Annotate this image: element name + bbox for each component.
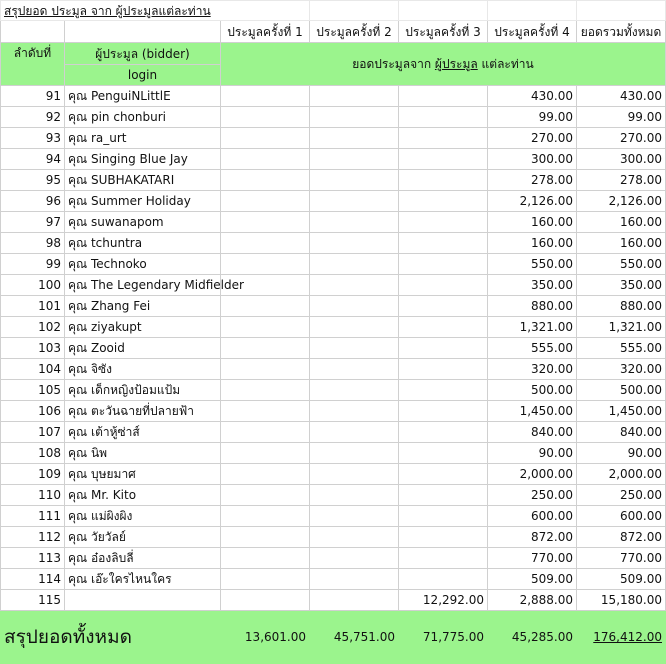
cell-r1[interactable] bbox=[221, 128, 310, 149]
cell-name[interactable]: คุณ นิพ bbox=[65, 443, 221, 464]
table-row bbox=[1, 191, 666, 212]
cell-total[interactable]: 160.00 bbox=[577, 212, 666, 233]
table-row bbox=[1, 443, 666, 464]
cell-r3[interactable] bbox=[399, 191, 488, 212]
cell-name[interactable]: คุณ บุษยมาศ bbox=[65, 464, 221, 485]
cell-seq[interactable]: 95 bbox=[1, 170, 65, 191]
table-row bbox=[1, 107, 666, 128]
cell-total[interactable]: 430.00 bbox=[577, 86, 666, 107]
table-row bbox=[1, 86, 666, 107]
cell-r2[interactable] bbox=[310, 107, 399, 128]
cell-r1[interactable] bbox=[221, 401, 310, 422]
cell-name[interactable]: คุณ Mr. Kito bbox=[65, 485, 221, 506]
table-row bbox=[1, 254, 666, 275]
cell-name[interactable]: คุณ Zooid bbox=[65, 338, 221, 359]
cell-r4[interactable]: 160.00 bbox=[488, 233, 577, 254]
cell-r3[interactable]: 12,292.00 bbox=[399, 590, 488, 611]
summary-r3[interactable]: 71,775.00 bbox=[399, 611, 488, 664]
cell-r3[interactable] bbox=[399, 107, 488, 128]
cell-name[interactable]: คุณ ra_urt bbox=[65, 128, 221, 149]
group-header-link: ผู้ประมูล bbox=[434, 57, 478, 71]
cell-r2[interactable] bbox=[310, 359, 399, 380]
cell-total[interactable]: 250.00 bbox=[577, 485, 666, 506]
cell-r2[interactable] bbox=[310, 401, 399, 422]
cell-r1[interactable] bbox=[221, 548, 310, 569]
cell-r2[interactable] bbox=[310, 380, 399, 401]
cell-r2[interactable] bbox=[310, 254, 399, 275]
cell-r4[interactable]: 2,888.00 bbox=[488, 590, 577, 611]
cell-seq[interactable]: 98 bbox=[1, 233, 65, 254]
table-row bbox=[1, 485, 666, 506]
table-row bbox=[1, 401, 666, 422]
table-row bbox=[1, 506, 666, 527]
cell-r3[interactable] bbox=[399, 128, 488, 149]
cell-r3[interactable] bbox=[399, 569, 488, 590]
table-row bbox=[1, 149, 666, 170]
cell-r2[interactable] bbox=[310, 569, 399, 590]
cell-r2[interactable] bbox=[310, 86, 399, 107]
cell-total[interactable]: 600.00 bbox=[577, 506, 666, 527]
cell-r1[interactable] bbox=[221, 359, 310, 380]
cell-total[interactable]: 278.00 bbox=[577, 170, 666, 191]
cell-total[interactable]: 880.00 bbox=[577, 296, 666, 317]
cell-name[interactable]: คุณ suwanapom bbox=[65, 212, 221, 233]
table-row bbox=[1, 275, 666, 296]
cell-seq[interactable]: 101 bbox=[1, 296, 65, 317]
col-header-total[interactable]: ยอดรวมทั้งหมด bbox=[577, 21, 666, 43]
cell-name[interactable]: คุณ PenguiNLittlE bbox=[65, 86, 221, 107]
table-row bbox=[1, 338, 666, 359]
cell-r4[interactable]: 770.00 bbox=[488, 548, 577, 569]
cell-r2[interactable] bbox=[310, 422, 399, 443]
cell-total[interactable]: 99.00 bbox=[577, 107, 666, 128]
cell-r1[interactable] bbox=[221, 170, 310, 191]
cell-seq[interactable]: 92 bbox=[1, 107, 65, 128]
cell-name[interactable]: คุณ Technoko bbox=[65, 254, 221, 275]
table-row bbox=[1, 233, 666, 254]
cell-r3[interactable] bbox=[399, 359, 488, 380]
col-header-round3[interactable]: ประมูลครั้งที่ 3 bbox=[399, 21, 488, 43]
cell-r2[interactable] bbox=[310, 149, 399, 170]
cell-total[interactable]: 320.00 bbox=[577, 359, 666, 380]
cell-name[interactable]: คุณ pin chonburi bbox=[65, 107, 221, 128]
cell-r2[interactable] bbox=[310, 296, 399, 317]
cell-r3[interactable] bbox=[399, 275, 488, 296]
cell-r3[interactable] bbox=[399, 527, 488, 548]
cell-r3[interactable] bbox=[399, 86, 488, 107]
table-row bbox=[1, 590, 666, 611]
cell-r1[interactable] bbox=[221, 422, 310, 443]
cell-seq[interactable]: 106 bbox=[1, 401, 65, 422]
summary-row bbox=[1, 611, 666, 664]
cell-r4[interactable]: 2,126.00 bbox=[488, 191, 577, 212]
cell-name[interactable]: คุณ Summer Holiday bbox=[65, 191, 221, 212]
cell-r4[interactable]: 1,450.00 bbox=[488, 401, 577, 422]
cell-name[interactable]: คุณ วัยวัลย์ bbox=[65, 527, 221, 548]
cell-r1[interactable] bbox=[221, 317, 310, 338]
cell-total[interactable]: 270.00 bbox=[577, 128, 666, 149]
cell-r4[interactable]: 270.00 bbox=[488, 128, 577, 149]
cell-r1[interactable] bbox=[221, 191, 310, 212]
cell-r2[interactable] bbox=[310, 464, 399, 485]
group-header[interactable] bbox=[221, 43, 666, 86]
cell-r4[interactable]: 509.00 bbox=[488, 569, 577, 590]
table-row bbox=[1, 170, 666, 191]
group-header-suffix: แต่ละท่าน bbox=[477, 57, 534, 71]
sheet-title[interactable]: สรุปยอด ประมูล จาก ผู้ประมูลแต่ละท่าน bbox=[1, 1, 310, 21]
cell-r4[interactable]: 500.00 bbox=[488, 380, 577, 401]
bidder-header-line1[interactable]: ผู้ประมูล (bidder) bbox=[65, 43, 221, 65]
cell-seq[interactable]: 93 bbox=[1, 128, 65, 149]
cell-name[interactable]: คุณ The Legendary Midfielder bbox=[65, 275, 221, 296]
cell-r3[interactable] bbox=[399, 212, 488, 233]
cell-seq[interactable]: 113 bbox=[1, 548, 65, 569]
cell-seq[interactable]: 114 bbox=[1, 569, 65, 590]
cell-seq[interactable]: 115 bbox=[1, 590, 65, 611]
cell-seq[interactable]: 105 bbox=[1, 380, 65, 401]
cell-total[interactable]: 500.00 bbox=[577, 380, 666, 401]
table-row bbox=[1, 212, 666, 233]
cell-seq[interactable]: 111 bbox=[1, 506, 65, 527]
cell-total[interactable]: 300.00 bbox=[577, 149, 666, 170]
cell-r4[interactable]: 300.00 bbox=[488, 149, 577, 170]
cell-name[interactable]: คุณ ตะวันฉายที่ปลายฟ้า bbox=[65, 401, 221, 422]
cell-r3[interactable] bbox=[399, 401, 488, 422]
cell-name[interactable]: คุณ แม่ผิงผิง bbox=[65, 506, 221, 527]
table-row bbox=[1, 527, 666, 548]
cell-seq[interactable]: 102 bbox=[1, 317, 65, 338]
cell-total[interactable]: 550.00 bbox=[577, 254, 666, 275]
table-row bbox=[1, 128, 666, 149]
cell-r3[interactable] bbox=[399, 464, 488, 485]
cell-name[interactable]: คุณ SUBHAKATARI bbox=[65, 170, 221, 191]
cell-r2[interactable] bbox=[310, 233, 399, 254]
cell-r4[interactable]: 90.00 bbox=[488, 443, 577, 464]
cell-r2[interactable] bbox=[310, 485, 399, 506]
table-row bbox=[1, 464, 666, 485]
cell-r1[interactable] bbox=[221, 527, 310, 548]
cell-r4[interactable]: 872.00 bbox=[488, 527, 577, 548]
cell-name[interactable] bbox=[65, 590, 221, 611]
cell-r1[interactable] bbox=[221, 212, 310, 233]
cell-r4[interactable]: 350.00 bbox=[488, 275, 577, 296]
col-header-round2[interactable]: ประมูลครั้งที่ 2 bbox=[310, 21, 399, 43]
cell-r2[interactable] bbox=[310, 317, 399, 338]
cell-seq[interactable]: 107 bbox=[1, 422, 65, 443]
cell-seq[interactable]: 108 bbox=[1, 443, 65, 464]
cell-r4[interactable]: 2,000.00 bbox=[488, 464, 577, 485]
cell-r4[interactable]: 600.00 bbox=[488, 506, 577, 527]
cell-r1[interactable] bbox=[221, 590, 310, 611]
cell-seq[interactable]: 109 bbox=[1, 464, 65, 485]
cell-r4[interactable]: 320.00 bbox=[488, 359, 577, 380]
cell-r3[interactable] bbox=[399, 506, 488, 527]
cell-seq[interactable]: 99 bbox=[1, 254, 65, 275]
cell-r3[interactable] bbox=[399, 422, 488, 443]
cell-r1[interactable] bbox=[221, 464, 310, 485]
cell-r4[interactable]: 278.00 bbox=[488, 170, 577, 191]
cell-r1[interactable] bbox=[221, 86, 310, 107]
cell-r2[interactable] bbox=[310, 170, 399, 191]
cell-r4[interactable]: 250.00 bbox=[488, 485, 577, 506]
cell-r3[interactable] bbox=[399, 380, 488, 401]
cell-total[interactable]: 770.00 bbox=[577, 548, 666, 569]
cell-r4[interactable]: 550.00 bbox=[488, 254, 577, 275]
cell-r1[interactable] bbox=[221, 443, 310, 464]
cell-total[interactable]: 350.00 bbox=[577, 275, 666, 296]
cell-r4[interactable]: 555.00 bbox=[488, 338, 577, 359]
cell-total[interactable]: 840.00 bbox=[577, 422, 666, 443]
cell-name[interactable]: คุณ Singing Blue Jay bbox=[65, 149, 221, 170]
cell-name[interactable]: คุณ จิซัง bbox=[65, 359, 221, 380]
cell-r1[interactable] bbox=[221, 149, 310, 170]
table-row bbox=[1, 380, 666, 401]
cell-r2[interactable] bbox=[310, 128, 399, 149]
cell-seq[interactable]: 97 bbox=[1, 212, 65, 233]
table-row bbox=[1, 296, 666, 317]
cell-r2[interactable] bbox=[310, 275, 399, 296]
cell-r1[interactable] bbox=[221, 254, 310, 275]
seq-header[interactable]: ลำดับที่ bbox=[1, 43, 65, 86]
cell-seq[interactable]: 100 bbox=[1, 275, 65, 296]
cell-seq[interactable]: 112 bbox=[1, 527, 65, 548]
summary-total[interactable]: 176,412.00 bbox=[577, 611, 666, 664]
cell-total[interactable]: 15,180.00 bbox=[577, 590, 666, 611]
cell-r2[interactable] bbox=[310, 338, 399, 359]
cell-r4[interactable]: 880.00 bbox=[488, 296, 577, 317]
summary-r1[interactable]: 13,601.00 bbox=[221, 611, 310, 664]
cell-r2[interactable] bbox=[310, 506, 399, 527]
cell-seq[interactable]: 91 bbox=[1, 86, 65, 107]
cell-total[interactable]: 1,450.00 bbox=[577, 401, 666, 422]
cell-r1[interactable] bbox=[221, 233, 310, 254]
table-row bbox=[1, 569, 666, 590]
cell-r3[interactable] bbox=[399, 296, 488, 317]
cell-total[interactable]: 160.00 bbox=[577, 233, 666, 254]
cell-name[interactable]: คุณ ziyakupt bbox=[65, 317, 221, 338]
cell-r2[interactable] bbox=[310, 191, 399, 212]
col-header-round4[interactable]: ประมูลครั้งที่ 4 bbox=[488, 21, 577, 43]
cell-total[interactable]: 2,000.00 bbox=[577, 464, 666, 485]
table-row bbox=[1, 422, 666, 443]
summary-r2[interactable]: 45,751.00 bbox=[310, 611, 399, 664]
cell-r3[interactable] bbox=[399, 338, 488, 359]
cell-r3[interactable] bbox=[399, 548, 488, 569]
cell-r3[interactable] bbox=[399, 485, 488, 506]
cell-r3[interactable] bbox=[399, 233, 488, 254]
cell-r4[interactable]: 1,321.00 bbox=[488, 317, 577, 338]
cell-r1[interactable] bbox=[221, 380, 310, 401]
cell-r3[interactable] bbox=[399, 170, 488, 191]
cell-seq[interactable]: 94 bbox=[1, 149, 65, 170]
cell-r4[interactable]: 99.00 bbox=[488, 107, 577, 128]
cell-r1[interactable] bbox=[221, 485, 310, 506]
col-header-round1[interactable]: ประมูลครั้งที่ 1 bbox=[221, 21, 310, 43]
cell-total[interactable]: 90.00 bbox=[577, 443, 666, 464]
cell-seq[interactable]: 103 bbox=[1, 338, 65, 359]
cell-r3[interactable] bbox=[399, 254, 488, 275]
cell-total[interactable]: 872.00 bbox=[577, 527, 666, 548]
cell-r1[interactable] bbox=[221, 506, 310, 527]
cell-r4[interactable]: 840.00 bbox=[488, 422, 577, 443]
table-row bbox=[1, 548, 666, 569]
cell-r2[interactable] bbox=[310, 590, 399, 611]
cell-r3[interactable] bbox=[399, 317, 488, 338]
cell-r1[interactable] bbox=[221, 569, 310, 590]
cell-total[interactable]: 2,126.00 bbox=[577, 191, 666, 212]
cell-name[interactable]: คุณ เต้าหู้ซ่าส์ bbox=[65, 422, 221, 443]
group-header-prefix: ยอดประมูลจาก bbox=[352, 57, 435, 71]
cell-r4[interactable]: 160.00 bbox=[488, 212, 577, 233]
cell-seq[interactable]: 110 bbox=[1, 485, 65, 506]
cell-name[interactable]: คุณ เอ๊ะใครไหนใคร bbox=[65, 569, 221, 590]
cell-name[interactable]: คุณ อ๋องลิบลี่ bbox=[65, 548, 221, 569]
cell-name[interactable]: คุณ tchuntra bbox=[65, 233, 221, 254]
cell-r1[interactable] bbox=[221, 338, 310, 359]
cell-seq[interactable]: 104 bbox=[1, 359, 65, 380]
cell-r3[interactable] bbox=[399, 443, 488, 464]
summary-label[interactable]: สรุปยอดทั้งหมด bbox=[1, 611, 221, 664]
bidder-header-line2[interactable]: login bbox=[65, 65, 221, 86]
summary-r4[interactable]: 45,285.00 bbox=[488, 611, 577, 664]
cell-r2[interactable] bbox=[310, 212, 399, 233]
cell-total[interactable]: 555.00 bbox=[577, 338, 666, 359]
cell-total[interactable]: 1,321.00 bbox=[577, 317, 666, 338]
cell-r1[interactable] bbox=[221, 296, 310, 317]
cell-r3[interactable] bbox=[399, 149, 488, 170]
table-row bbox=[1, 359, 666, 380]
cell-r1[interactable] bbox=[221, 107, 310, 128]
cell-r2[interactable] bbox=[310, 548, 399, 569]
cell-r4[interactable]: 430.00 bbox=[488, 86, 577, 107]
cell-seq[interactable]: 96 bbox=[1, 191, 65, 212]
cell-name[interactable]: คุณ เด็กหญิงป้อมแป้ม bbox=[65, 380, 221, 401]
table-row bbox=[1, 317, 666, 338]
cell-name[interactable]: คุณ Zhang Fei bbox=[65, 296, 221, 317]
cell-total[interactable]: 509.00 bbox=[577, 569, 666, 590]
cell-r2[interactable] bbox=[310, 443, 399, 464]
cell-r2[interactable] bbox=[310, 527, 399, 548]
